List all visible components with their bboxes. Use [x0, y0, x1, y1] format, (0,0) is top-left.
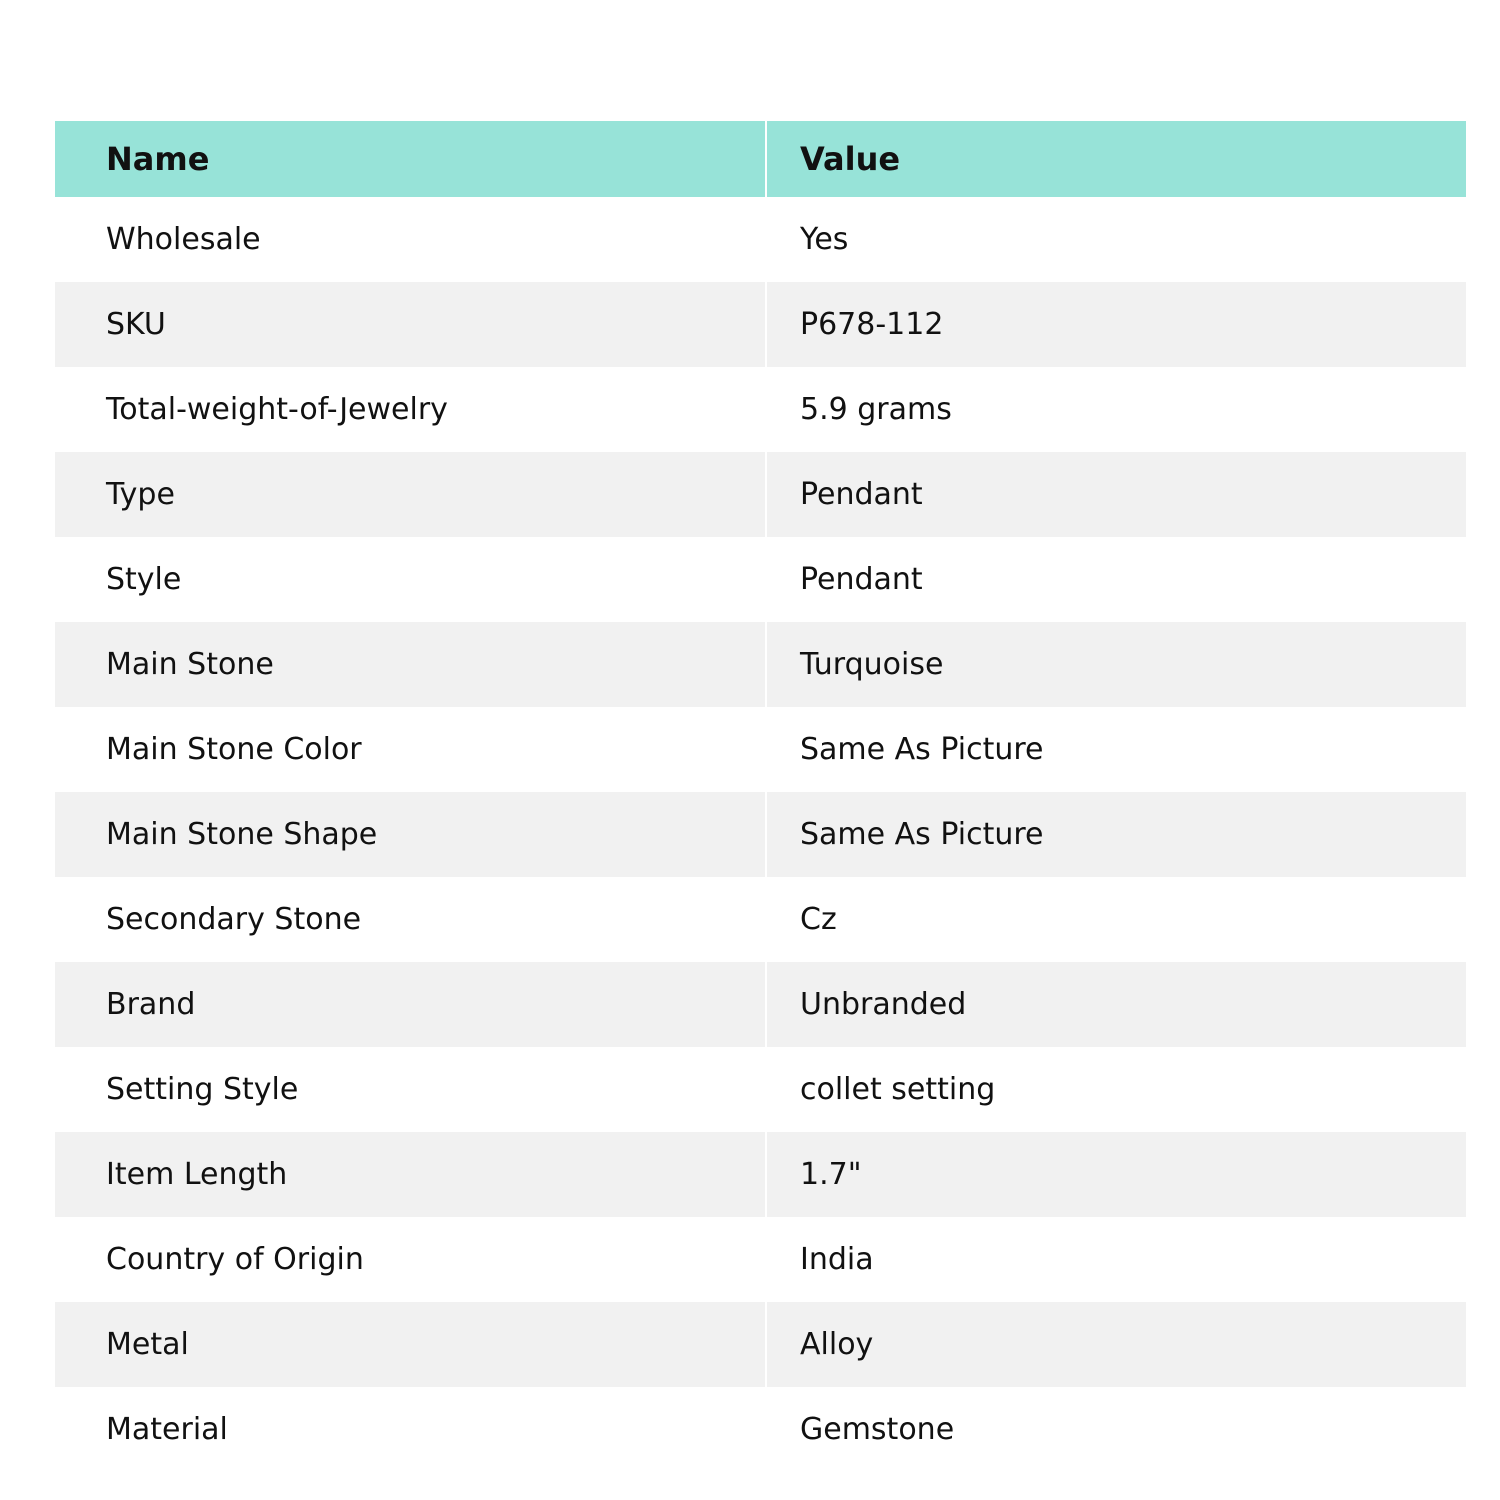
row-value-cell: Cz [800, 902, 837, 937]
table-row [55, 197, 1466, 282]
row-name-cell: Secondary Stone [55, 877, 766, 962]
column-header-name: Name [55, 121, 766, 197]
table-row [55, 877, 1466, 962]
table-row [55, 282, 1466, 367]
row-name-cell: Main Stone Shape [55, 792, 766, 877]
table-row [55, 707, 1466, 792]
table-row [55, 367, 1466, 452]
row-name-cell: Main Stone [55, 622, 766, 707]
row-value-cell: collet setting [800, 1072, 996, 1107]
table-body [55, 197, 1466, 1472]
table-row [55, 1387, 1466, 1472]
table-row [55, 1047, 1466, 1132]
row-name-cell: Country of Origin [55, 1217, 766, 1302]
column-header-value: Value [800, 140, 901, 178]
table-header-row [55, 121, 1466, 197]
row-name-cell: Style [55, 537, 766, 622]
row-name-cell: Type [55, 452, 766, 537]
row-value-cell: Alloy [800, 1327, 874, 1362]
row-value-cell: P678-112 [800, 307, 944, 342]
row-name-cell: SKU [55, 282, 766, 367]
row-value-cell: Pendant [800, 477, 923, 512]
row-value-cell: 1.7" [800, 1157, 862, 1192]
row-name-cell: Setting Style [55, 1047, 766, 1132]
table-row [55, 1132, 1466, 1217]
table-row [55, 1217, 1466, 1302]
row-name-cell: Total-weight-of-Jewelry [55, 367, 766, 452]
row-value-cell: Yes [800, 222, 849, 257]
table-header [55, 121, 1466, 197]
row-name-cell: Brand [55, 962, 766, 1047]
table-row [55, 452, 1466, 537]
row-value-cell: Same As Picture [800, 732, 1044, 767]
row-name-cell: Wholesale [55, 197, 766, 282]
row-value-cell: 5.9 grams [800, 392, 952, 427]
row-value-cell: India [800, 1242, 874, 1277]
row-name-cell: Main Stone Color [55, 707, 766, 792]
table-row [55, 962, 1466, 1047]
row-value-cell: Unbranded [800, 987, 967, 1022]
table-row [55, 792, 1466, 877]
table-row [55, 1302, 1466, 1387]
table-row [55, 622, 1466, 707]
row-value-cell: Gemstone [800, 1412, 955, 1447]
row-value-cell: Pendant [800, 562, 923, 597]
row-value-cell: Same As Picture [800, 817, 1044, 852]
table-row [55, 537, 1466, 622]
specifications-table [55, 121, 1466, 1472]
row-name-cell: Metal [55, 1302, 766, 1387]
row-value-cell: Turquoise [800, 647, 944, 682]
row-name-cell: Material [55, 1387, 766, 1472]
row-name-cell: Item Length [55, 1132, 766, 1217]
